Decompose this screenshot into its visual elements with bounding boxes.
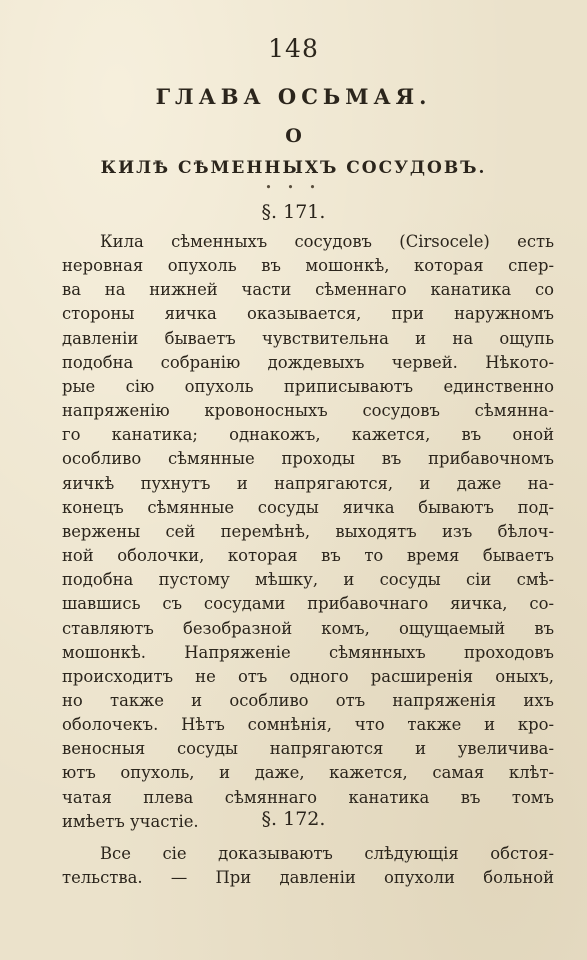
text-line: неровная опухоль въ мошонкѣ, которая спер- bbox=[62, 256, 554, 276]
text-line: тельства. — При давленіи опухоли больной bbox=[62, 868, 554, 888]
section-heading-172: §. 172. bbox=[261, 808, 326, 830]
text-line: вержены сей перемѣнѣ, выходятъ изъ бѣлоч- bbox=[62, 521, 554, 541]
section-heading-171: §. 171. bbox=[261, 201, 326, 223]
text-line: ной оболочки, которая въ то время бываетъ bbox=[62, 546, 554, 566]
text-line: конецъ сѣмянные сосуды яичка бываютъ под- bbox=[62, 497, 554, 517]
text-line: рые сію опухоль приписываютъ единственно bbox=[62, 376, 554, 396]
text-line: имѣетъ участіе. bbox=[62, 811, 199, 831]
text-line: но также и особливо отъ напряженія ихъ bbox=[62, 690, 554, 710]
text-line: веносныя сосуды напрягаются и увеличива- bbox=[62, 739, 554, 759]
text-line: яичкѣ пухнутъ и напрягаются, и даже на- bbox=[62, 473, 554, 493]
text-line: особливо сѣмянные проходы въ прибавочномъ bbox=[62, 449, 554, 469]
chapter-title: ГЛАВА ОСЬМАЯ. bbox=[155, 84, 432, 109]
text-line: шавшись съ сосудами прибавочнаго яичка, со- bbox=[62, 594, 554, 614]
text-line: давленіи бываетъ чувствительна и на ощупь bbox=[62, 328, 554, 348]
text-line: подобна собранію дождевыхъ червей. Нѣкото- bbox=[62, 352, 554, 372]
text-line: ютъ опухоль, и даже, кажется, самая клѣт- bbox=[62, 763, 554, 783]
text-line: оболочекъ. Нѣтъ сомнѣнія, что также и кро- bbox=[62, 715, 554, 735]
chapter-preposition: О bbox=[285, 125, 302, 147]
section-171-paragraph bbox=[62, 230, 554, 834]
text-line: мошонкѣ. Напряженіе сѣмянныхъ проходовъ bbox=[62, 642, 554, 662]
text-line: Кила сѣменныхъ сосудовъ (Cirsocele) есть bbox=[100, 232, 554, 251]
chapter-subject: КИЛѢ СѢМЕННЫХЪ СОСУДОВЪ. bbox=[100, 158, 487, 178]
ornament-divider: • • • bbox=[265, 181, 322, 194]
text-line: ставляютъ безобразной комъ, ощущаемый въ bbox=[62, 618, 554, 638]
text-line: напряженію кровоносныхъ сосудовъ сѣмянна- bbox=[62, 401, 554, 421]
text-line: ва на нижней части сѣменнаго канатика со bbox=[62, 280, 554, 300]
text-line: чатая плева сѣмяннаго канатика въ томъ bbox=[62, 787, 554, 807]
text-line: подобна пустому мѣшку, и сосуды сіи смѣ- bbox=[62, 570, 554, 590]
text-line: Все сіе доказываютъ слѣдующія обстоя- bbox=[100, 844, 554, 863]
text-line: стороны яичка оказывается, при наружномъ bbox=[62, 304, 554, 324]
section-172-paragraph bbox=[62, 842, 554, 890]
text-line: го канатика; однакожъ, кажется, въ оной bbox=[62, 425, 554, 445]
text-line: происходитъ не отъ одного расширенія оныхъ, bbox=[62, 666, 554, 686]
page-number: 148 bbox=[268, 34, 319, 63]
